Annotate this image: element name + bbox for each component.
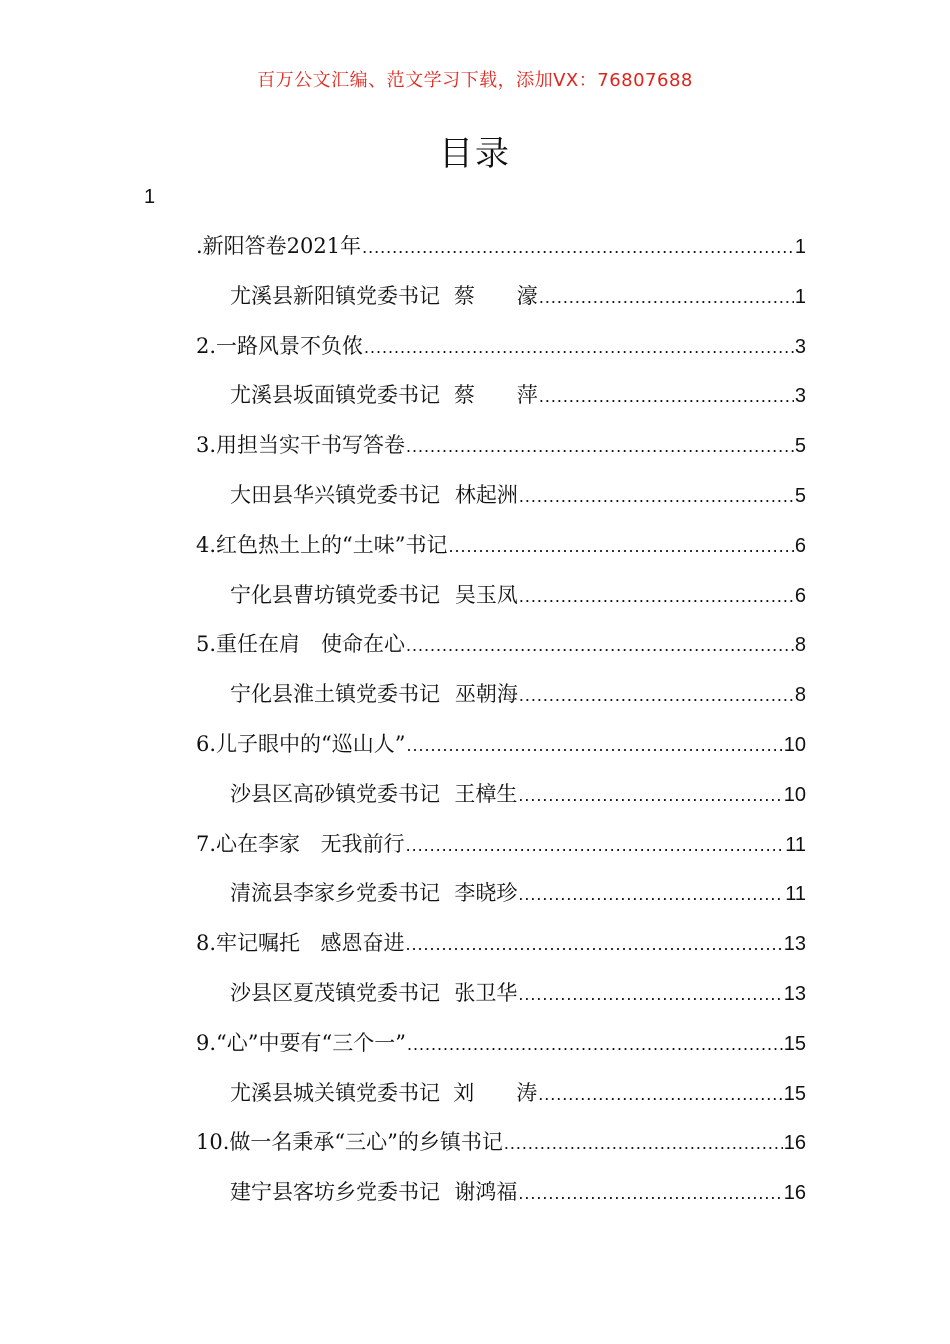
leader-dots: [539, 386, 794, 407]
toc-page-number: 6: [794, 534, 806, 557]
table-of-contents: [196, 230, 806, 1226]
leader-dots: [504, 1133, 783, 1154]
toc-entry-title: 9.“心”中要有“三个一”: [196, 1030, 406, 1055]
toc-author-name: 蔡 萍: [453, 383, 538, 408]
toc-page-number: 15: [783, 1032, 806, 1055]
toc-subentry[interactable]: [196, 579, 806, 629]
toc-subentry[interactable]: [196, 778, 806, 828]
toc-page-number: 11: [785, 883, 806, 906]
toc-author-name: 巫朝海: [454, 682, 518, 707]
toc-subentry[interactable]: [196, 280, 806, 330]
leader-dots: [407, 1034, 783, 1055]
toc-author-role: 尤溪县城关镇党委书记: [230, 1080, 440, 1105]
leader-dots: [538, 1084, 783, 1105]
toc-entry[interactable]: [196, 330, 806, 380]
toc-entry-title: 4.红色热土上的“土味”书记: [196, 532, 448, 557]
toc-page-number: 1: [794, 236, 806, 258]
leader-dots: [519, 685, 794, 706]
toc-author-name: 林起洲: [454, 482, 518, 507]
toc-entry[interactable]: [196, 1027, 806, 1077]
toc-author-name: 刘 涛: [453, 1080, 538, 1105]
list-number: 1: [144, 186, 156, 208]
promo-banner: 百万公文汇编、范文学习下载，添加VX：76807688: [257, 70, 693, 91]
toc-author-role: 沙县区夏茂镇党委书记: [230, 980, 440, 1005]
toc-author-role: 沙县区高砂镇党委书记: [230, 781, 440, 806]
toc-page-number: 3: [794, 385, 806, 408]
toc-subentry[interactable]: [196, 1176, 806, 1226]
toc-author-name: 李晓珍: [454, 881, 518, 906]
leader-dots: [362, 237, 794, 258]
leader-dots: [449, 536, 794, 557]
toc-author-role: 大田县华兴镇党委书记: [230, 482, 440, 507]
page-title: 目录: [439, 134, 511, 174]
toc-page-number: 13: [783, 933, 806, 956]
toc-entry[interactable]: [196, 628, 806, 678]
leader-dots: [539, 287, 794, 308]
toc-page-number: 13: [783, 982, 806, 1005]
toc-entry[interactable]: [196, 728, 806, 778]
toc-author-name: 谢鸿福: [454, 1180, 518, 1205]
toc-page-number: 10: [783, 733, 806, 756]
toc-page-number: 16: [783, 1132, 806, 1155]
leader-dots: [518, 884, 784, 905]
toc-entry-title: 7.心在李家: [196, 831, 301, 856]
toc-entry-title: 3.用担当实干书写答卷: [196, 433, 406, 458]
toc-subentry[interactable]: [196, 977, 806, 1027]
toc-entry-title: 2.一路风景不负侬: [196, 333, 364, 358]
toc-page-number: 6: [794, 584, 806, 607]
leader-dots: [407, 735, 783, 756]
toc-author-name: 张卫华: [454, 980, 518, 1005]
toc-entry-title: 6.儿子眼中的“巡山人”: [196, 731, 406, 756]
toc-author-name: 吴玉凤: [454, 582, 518, 607]
toc-subentry[interactable]: [196, 379, 806, 429]
toc-entry[interactable]: [196, 429, 806, 479]
toc-entry-title-part2: 使命在心: [321, 632, 406, 657]
toc-entry-title: 10.做一名秉承“三心”的乡镇书记: [196, 1130, 503, 1155]
toc-author-role: 尤溪县新阳镇党委书记: [230, 283, 440, 308]
toc-author-name: 蔡 濠: [453, 283, 538, 308]
toc-page-number: 8: [794, 684, 806, 707]
toc-entry-title-part2: 无我前行: [320, 831, 405, 856]
toc-subentry[interactable]: [196, 678, 806, 728]
toc-author-role: 宁化县淮土镇党委书记: [230, 682, 440, 707]
leader-dots: [406, 635, 794, 656]
toc-page-number: 5: [794, 484, 806, 507]
toc-entry[interactable]: [196, 529, 806, 579]
toc-entry[interactable]: [196, 1126, 806, 1176]
toc-entry-title: 8.牢记嘱托: [196, 931, 301, 956]
toc-entry-title: .新阳答卷2021年: [196, 234, 362, 258]
toc-entry[interactable]: [196, 230, 806, 280]
toc-entry[interactable]: [196, 828, 806, 878]
leader-dots: [519, 586, 794, 607]
toc-entry-title: 5.重任在肩: [196, 632, 301, 657]
toc-subentry[interactable]: [196, 479, 806, 529]
toc-subentry[interactable]: [196, 1077, 806, 1127]
toc-page-number: 3: [794, 335, 806, 358]
toc-page-number: 5: [794, 435, 806, 458]
leader-dots: [364, 337, 794, 358]
toc-author-role: 清流县李家乡党委书记: [230, 881, 440, 906]
toc-subentry[interactable]: [196, 877, 806, 927]
leader-dots: [405, 934, 782, 955]
toc-page-number: 10: [783, 783, 806, 806]
leader-dots: [518, 984, 782, 1005]
toc-author-role: 建宁县客坊乡党委书记: [230, 1180, 440, 1205]
toc-author-role: 宁化县曹坊镇党委书记: [230, 582, 440, 607]
toc-page-number: 16: [783, 1182, 806, 1205]
leader-dots: [518, 1183, 782, 1204]
leader-dots: [518, 785, 782, 806]
toc-page-number: 11: [785, 833, 806, 856]
toc-entry[interactable]: [196, 927, 806, 977]
leader-dots: [519, 486, 794, 507]
toc-author-role: 尤溪县坂面镇党委书记: [230, 383, 440, 408]
toc-author-name: 王樟生: [454, 781, 518, 806]
toc-entry-title-part2: 感恩奋进: [320, 931, 405, 956]
toc-page-number: 1: [794, 285, 806, 308]
toc-page-number: 8: [794, 634, 806, 657]
toc-page-number: 15: [783, 1082, 806, 1105]
leader-dots: [406, 835, 785, 856]
leader-dots: [406, 436, 794, 457]
